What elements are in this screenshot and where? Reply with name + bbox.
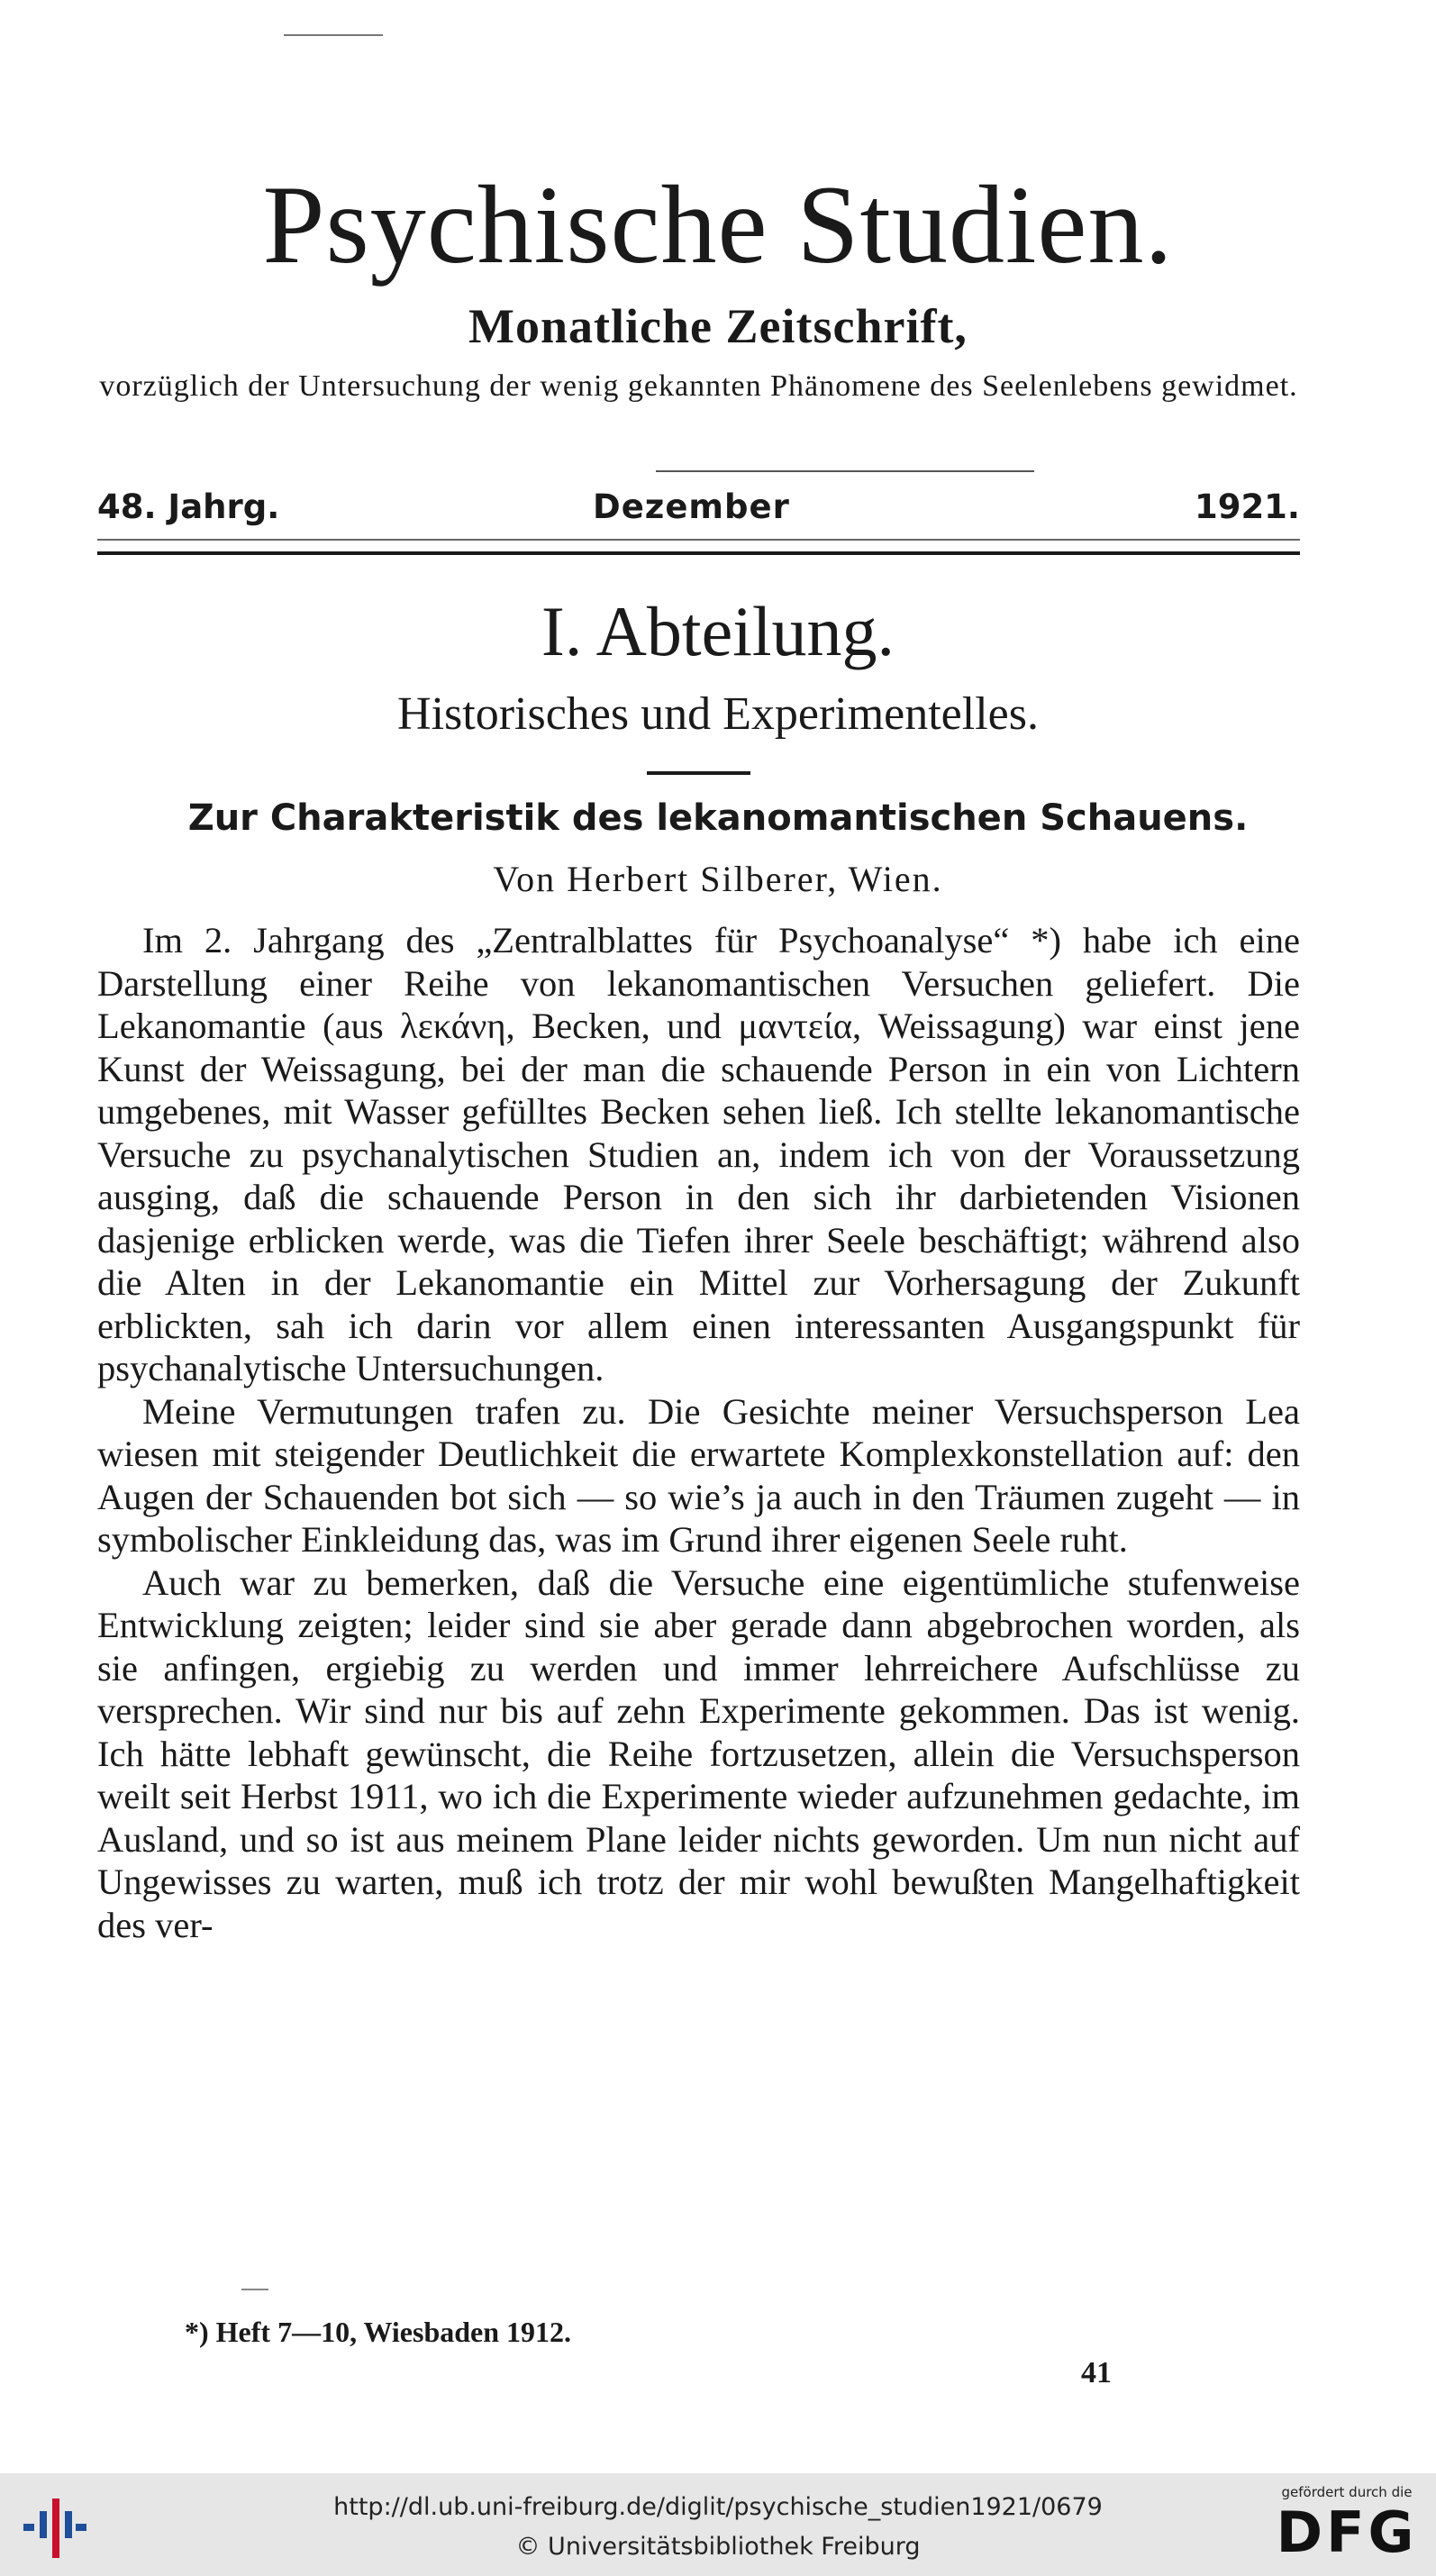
section-divider (647, 771, 750, 775)
dfg-funder (1266, 2484, 1428, 2571)
paragraph: Auch war zu bemerken, daß die Versuche eine eigentümliche stufenweise Entwicklung zeigten; leider sind sie aber gerade dann abgebrochen worden, als sie anfingen, ergiebig zu werden und immer lehrreichere Aufschlüsse zu versprechen. Wir sind nur bis auf zehn Experimente gekommen. Das ist wenig. Ich hätte lebhaft gewünscht, die Reihe fortzusetzen, allein die Versuchsperson weilt seit Herbst 1911, wo ich die Experimente wieder aufzunehmen gedachte, im Ausland, und so ist aus meinem Plane leider nichts geworden. Um nun nicht auf Ungewisses zu warten, muß ich trotz der mir wohl bewußten Mangelhaftigkeit des ver- (97, 1561, 1300, 1945)
library-footer (0, 2473, 1436, 2576)
journal-subtitle: Monatliche Zeitschrift, (468, 299, 968, 353)
issue-volume: 48. Jahrg. (97, 487, 280, 526)
footnote-mark (241, 2289, 268, 2290)
paragraph: Meine Vermutungen trafen zu. Die Gesichte meiner Versuchsperson Lea wiesen mit steigender Deutlichkeit die erwartete Komplexkonstellation auf: den Augen der Schauenden bot sich — so wie’s ja auch in den Träumen zugeht — in symbolischer Einkleidung das, was im Grund ihrer eigenen Seele ruht. (97, 1390, 1300, 1560)
journal-tagline: vorzüglich der Untersuchung der wenig gekannten Phänomene des Seelenlebens gewidmet. (99, 369, 1298, 403)
source-url-link[interactable]: http://dl.ub.uni-freiburg.de/diglit/psychische_studien1921/0679 (333, 2493, 1103, 2521)
article-author: Von Herbert Silberer, Wien. (493, 859, 943, 899)
header-rule-thick (97, 551, 1300, 555)
funder-caption: gefördert durch die (1281, 2484, 1413, 2500)
dfg-logo-icon: DFG (1276, 2499, 1418, 2565)
section-subheading: Historisches und Experimentelles. (397, 688, 1039, 740)
article-body (97, 919, 1300, 1946)
page-number: 41 (1081, 2356, 1112, 2389)
copyright-notice: © Universitätsbibliothek Freiburg (515, 2533, 921, 2561)
issue-header (97, 485, 1300, 530)
footnote: *) Heft 7—10, Wiesbaden 1912. (185, 2316, 572, 2348)
section-heading: I. Abteilung. (541, 592, 895, 670)
paragraph: Im 2. Jahrgang des „Zentralblattes für Psychoanalyse“ *) habe ich eine Darstellung einer Reihe von lekanomantischen Versuchen geliefert. Die Lekanomantie (aus λεκάνη, Becken, und μαντεία, Weissagung) war einst jene Kunst der Weissagung, bei der man die schauende Person in ein von Lichtern umgebenes, mit Wasser gefülltes Becken sehen ließ. Ich stellte lekanomantische Versuche zu psychanalytischen Studien an, indem ich von der Voraussetzung ausging, daß die schauende Person in den sich ihr darbietenden Visionen dasjenige erblicken werde, was die Tiefen ihrer Seele beschäftigt; während also die Alten in der Lekanomantie ein Mittel zur Vorhersagung der Zukunft erblickten, sah ich darin vor allem einen interessanten Ausgangspunkt für psychanalytische Untersuchungen. (97, 920, 1300, 1388)
header-rule-thin (97, 539, 1300, 541)
tagline-rule (656, 470, 1034, 472)
issue-month: Dezember (593, 487, 790, 526)
issue-year: 1921. (1194, 487, 1300, 526)
journal-title: Psychische Studien. (262, 163, 1174, 287)
top-mark (284, 34, 383, 36)
article-title: Zur Charakteristik des lekanomantischen Schauens. (187, 797, 1249, 839)
